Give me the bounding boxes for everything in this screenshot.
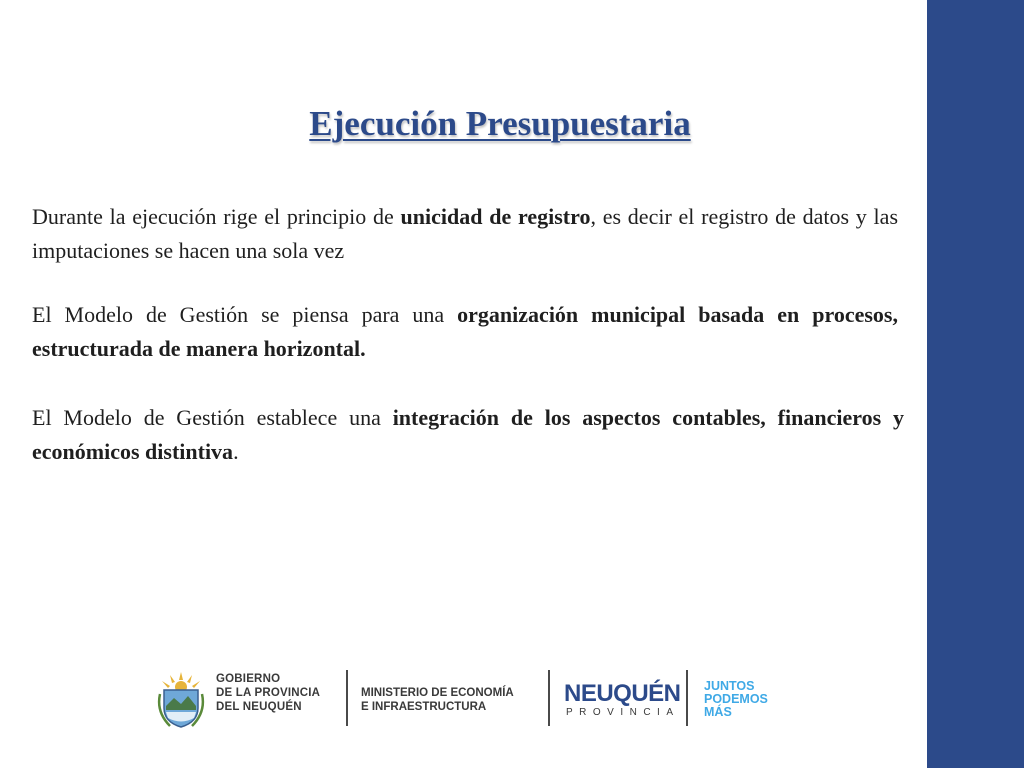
gobierno-line: DEL NEUQUÉN xyxy=(216,701,302,713)
ministerio-line: E INFRAESTRUCTURA xyxy=(361,701,487,713)
paragraph-text: , es decir el registro de datos y las imputaciones se hacen una sola vez xyxy=(32,204,898,263)
footer-divider xyxy=(548,670,550,726)
paragraph-organizacion xyxy=(32,298,898,366)
paragraph-text: El Modelo de Gestión se piensa para una xyxy=(32,302,458,327)
slide-title: Ejecución Presupuestaria xyxy=(309,104,691,143)
ministerio-line: MINISTERIO DE ECONOMÍA xyxy=(361,687,514,699)
paragraph-bold-text: organización municipal basada en procesos, estructurada de manera horizontal. xyxy=(32,302,898,361)
provincia-logo-text: PROVINCIA xyxy=(566,707,680,718)
provincial-seal-icon xyxy=(156,672,206,728)
paragraph-text: Durante la ejecución rige el principio de xyxy=(32,204,401,229)
lema-logo-text xyxy=(704,680,768,719)
ministerio-logo-text xyxy=(361,686,514,714)
lema-line: MÁS xyxy=(704,705,732,719)
footer-divider xyxy=(346,670,348,726)
lema-line: JUNTOS xyxy=(704,679,755,693)
gobierno-logo-text xyxy=(216,672,320,714)
paragraph-text: . xyxy=(233,439,239,464)
paragraph-text: El Modelo de Gestión establece una xyxy=(32,405,393,430)
lema-line: PODEMOS xyxy=(704,692,768,706)
paragraph-bold-text: unicidad de registro xyxy=(400,204,591,229)
paragraph-unicidad xyxy=(32,200,898,268)
paragraph-bold-text: integración de los aspectos contables, financieros y económicos distintiva xyxy=(32,405,904,464)
footer-divider xyxy=(686,670,688,726)
neuquen-logo-text: NEUQUÉN xyxy=(564,680,681,707)
gobierno-line: DE LA PROVINCIA xyxy=(216,687,321,699)
gobierno-line: GOBIERNO xyxy=(216,673,281,685)
paragraph-integracion xyxy=(32,401,904,469)
footer-logos xyxy=(150,664,790,734)
side-color-band xyxy=(927,0,1024,768)
